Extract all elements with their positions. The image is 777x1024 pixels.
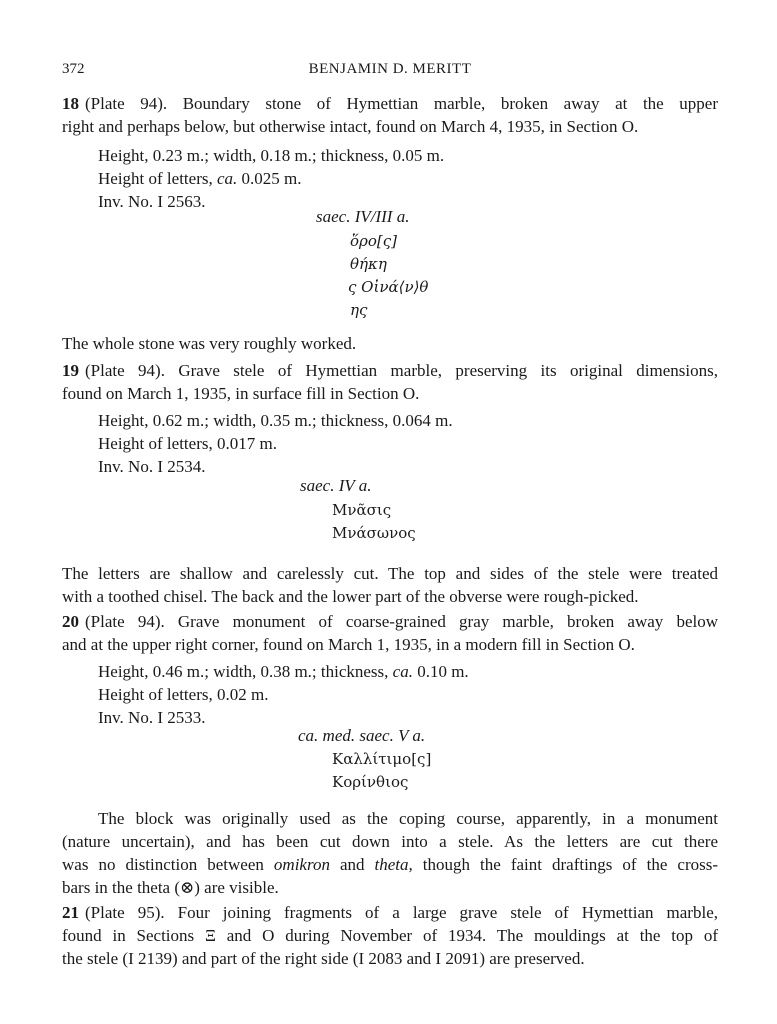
running-head — [62, 58, 718, 80]
entry-20-inscription — [332, 748, 431, 794]
intro-line: (Plate 94). Grave monument of coarse-grained gray marble, broken away below — [85, 612, 718, 631]
intro-line: right and perhaps below, but otherwise intact, found on March 4, 1935, in Section O. — [62, 117, 639, 136]
intro-line: (Plate 94). Grave stele of Hymettian marble, preserving its original dimensions, — [85, 361, 718, 380]
inscription-line: ης — [350, 301, 368, 319]
entry-19-inscription — [332, 499, 416, 545]
entry-20-meta — [98, 660, 698, 729]
letter-height: Height of letters, ca. 0.025 m. — [98, 169, 302, 188]
intro-line: the stele (I 2139) and part of the right side (I 2083 and I 2091) are preserved. — [62, 949, 585, 968]
date-text: saec. IV a. — [300, 476, 372, 495]
entry-19-note — [62, 562, 718, 608]
entry-18-intro — [62, 92, 718, 138]
inscription-line: ὅρο[ς] — [350, 232, 397, 250]
note-line: (nature uncertain), and has been cut down into a stele. As the letters are cut there — [62, 832, 718, 851]
inventory-number: Inv. No. I 2563. — [98, 192, 206, 211]
entry-18-inscription — [350, 230, 428, 322]
note-line: with a toothed chisel. The back and the lower part of the obverse were rough-picked. — [62, 587, 639, 606]
note-line: was no distinction between omikron and theta, though the faint draftings of the cross- — [62, 855, 718, 874]
intro-line: found on March 1, 1935, in surface fill in Section O. — [62, 384, 420, 403]
author-header: BENJAMIN D. MERITT — [308, 61, 472, 77]
inscription-line: Μνάσωνος — [332, 524, 416, 542]
intro-line: (Plate 94). Boundary stone of Hymettian marble, broken away at the upper — [85, 94, 718, 113]
dimensions: Height, 0.23 m.; width, 0.18 m.; thickness, 0.05 m. — [98, 146, 445, 165]
entry-20-note — [62, 807, 718, 899]
page-number: 372 — [62, 61, 85, 77]
intro-line: (Plate 95). Four joining fragments of a large grave stele of Hymettian marble, — [85, 903, 718, 922]
entry-19-date — [300, 474, 371, 497]
date-text: saec. IV/III a. — [316, 207, 410, 226]
dimensions: Height, 0.62 m.; width, 0.35 m.; thickness, 0.064 m. — [98, 411, 453, 430]
entry-18-meta — [98, 144, 698, 213]
entry-19-intro — [62, 359, 718, 405]
inscription-line: Κορίνθιος — [332, 773, 409, 791]
intro-line: found in Sections Ξ and O during November of 1934. The mouldings at the top of — [62, 926, 718, 945]
entry-number: 18 — [62, 94, 79, 113]
dimensions: Height, 0.46 m.; width, 0.38 m.; thickness, ca. 0.10 m. — [98, 662, 469, 681]
letter-height: Height of letters, 0.017 m. — [98, 434, 277, 453]
entry-21-intro — [62, 901, 718, 970]
inventory-number: Inv. No. I 2534. — [98, 457, 206, 476]
note-line: bars in the theta (⊗) are visible. — [62, 878, 279, 897]
date-text: ca. med. saec. V a. — [298, 726, 426, 745]
inscription-line: Μνᾶσις — [332, 501, 392, 519]
note-line: The block was originally used as the coping course, apparently, in a monument — [98, 809, 718, 828]
entry-number: 21 — [62, 903, 79, 922]
note-line: The letters are shallow and carelessly cut. The top and sides of the stele were treated — [62, 564, 718, 583]
intro-line: and at the upper right corner, found on March 1, 1935, in a modern fill in Section O. — [62, 635, 635, 654]
note-line: The whole stone was very roughly worked. — [62, 334, 357, 353]
inscription-line: Καλλίτιμο[ς] — [332, 750, 432, 768]
entry-19-meta — [98, 409, 698, 478]
inscription-line: θήκη — [350, 255, 387, 273]
entry-number: 20 — [62, 612, 79, 631]
inventory-number: Inv. No. I 2533. — [98, 708, 206, 727]
entry-number: 19 — [62, 361, 79, 380]
letter-height: Height of letters, 0.02 m. — [98, 685, 269, 704]
entry-20-intro — [62, 610, 718, 656]
entry-18-date — [316, 205, 409, 228]
inscription-line: ς Οἰνά⟨ν⟩θ — [348, 278, 429, 296]
entry-20-date — [298, 724, 425, 747]
entry-18-note — [62, 332, 718, 355]
